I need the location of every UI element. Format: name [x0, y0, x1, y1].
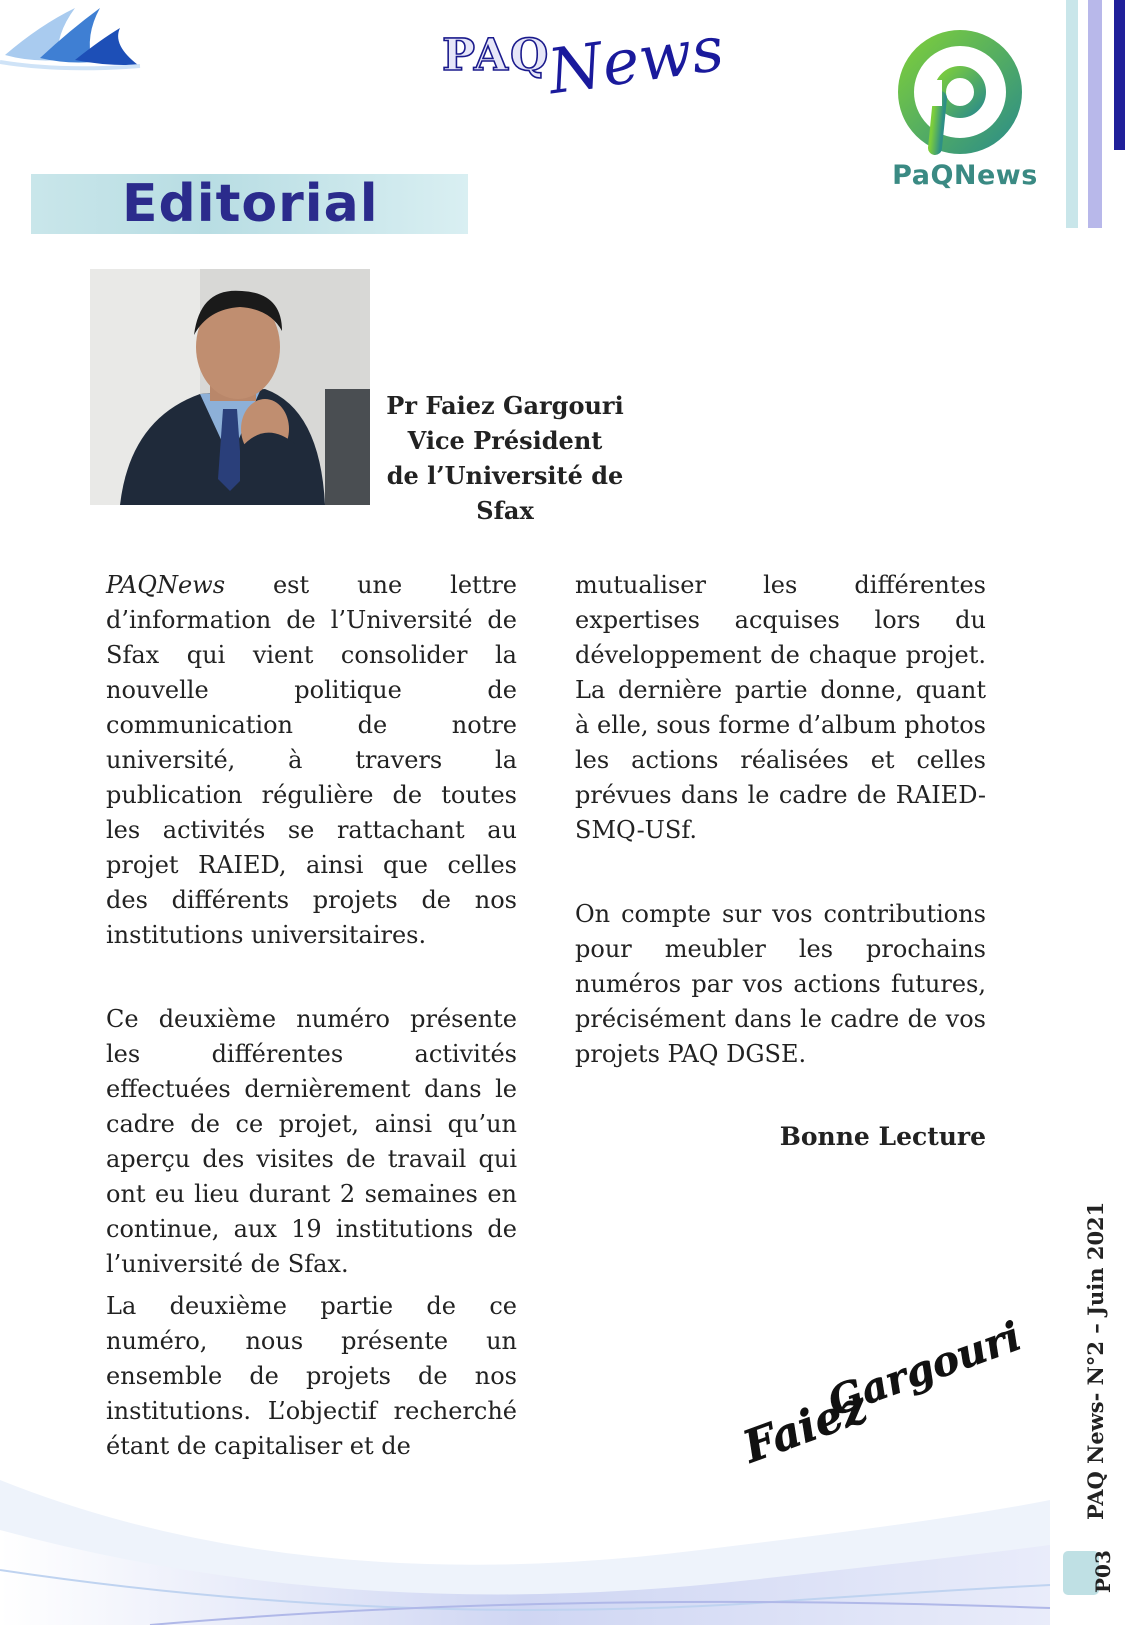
closing-line: Bonne Lecture	[779, 1122, 986, 1151]
right-stripe-navy	[1114, 0, 1125, 150]
author-affiliation: de l’Université de Sfax	[386, 461, 624, 525]
footer-wave	[0, 1380, 1125, 1625]
svg-text:PAQ: PAQ	[442, 30, 551, 81]
brand-logo-text: PaQNews	[892, 160, 1038, 191]
svg-text:News: News	[543, 11, 728, 109]
paragraph-5: On compte sur vos contributions pour meubler les prochains numéros par vos actions futures, précisément dans le cadre de vos projets PAQ DGSE.	[575, 900, 986, 1068]
page-number: P03	[1091, 1550, 1115, 1593]
paragraph-3: La deuxième partie de ce numéro, nous présente un ensemble de projets de nos institutions. L’objectif recherché étant de capitaliser et de	[106, 1292, 517, 1460]
svg-text:Gargouri: Gargouri	[821, 1312, 1028, 1426]
paragraph-2: Ce deuxième numéro présente les différentes activités effectuées dernièrement dans le cadre de ce projet, ainsi qu’un aperçu des visites de travail qui ont eu lieu durant 2 semaines en continue, aux 19 institutions de l’université de Sfax.	[106, 1005, 517, 1278]
section-title: Editorial	[122, 174, 379, 234]
body-column-left	[106, 568, 517, 1464]
svg-text:Faiez: Faiez	[736, 1381, 874, 1474]
publication-name: PAQNews	[106, 571, 226, 599]
paragraph-1	[106, 568, 517, 953]
issue-label: PAQ News- N°2 – Juin 2021	[1083, 1201, 1108, 1520]
author-role: Vice Président	[407, 426, 603, 455]
right-stripe-violet	[1088, 0, 1102, 228]
paragraph-1-text: est une lettre d’information de l’Université de Sfax qui vient consolider la nouvelle politique de communication de notre université, à travers la publication régulière de toutes les activités se rattachant au projet RAIED, ainsi que celles des différents projets de nos institutions universitaires.	[106, 571, 517, 949]
author-caption	[355, 388, 655, 528]
right-stripe-teal	[1066, 0, 1078, 228]
body-column-right	[575, 568, 986, 1072]
top-left-logo	[0, 0, 150, 80]
author-photo	[90, 269, 370, 505]
paragraph-4: mutualiser les différentes expertises acquises lors du développement de chaque projet. La dernière partie donne, quant à elle, sous forme d’album photos les actions réalisées et celles prévues dans le cadre de RAIED-SMQ-USf.	[575, 571, 986, 844]
paqnews-header-logo	[440, 8, 728, 118]
author-name: Pr Faiez Gargouri	[386, 391, 624, 420]
